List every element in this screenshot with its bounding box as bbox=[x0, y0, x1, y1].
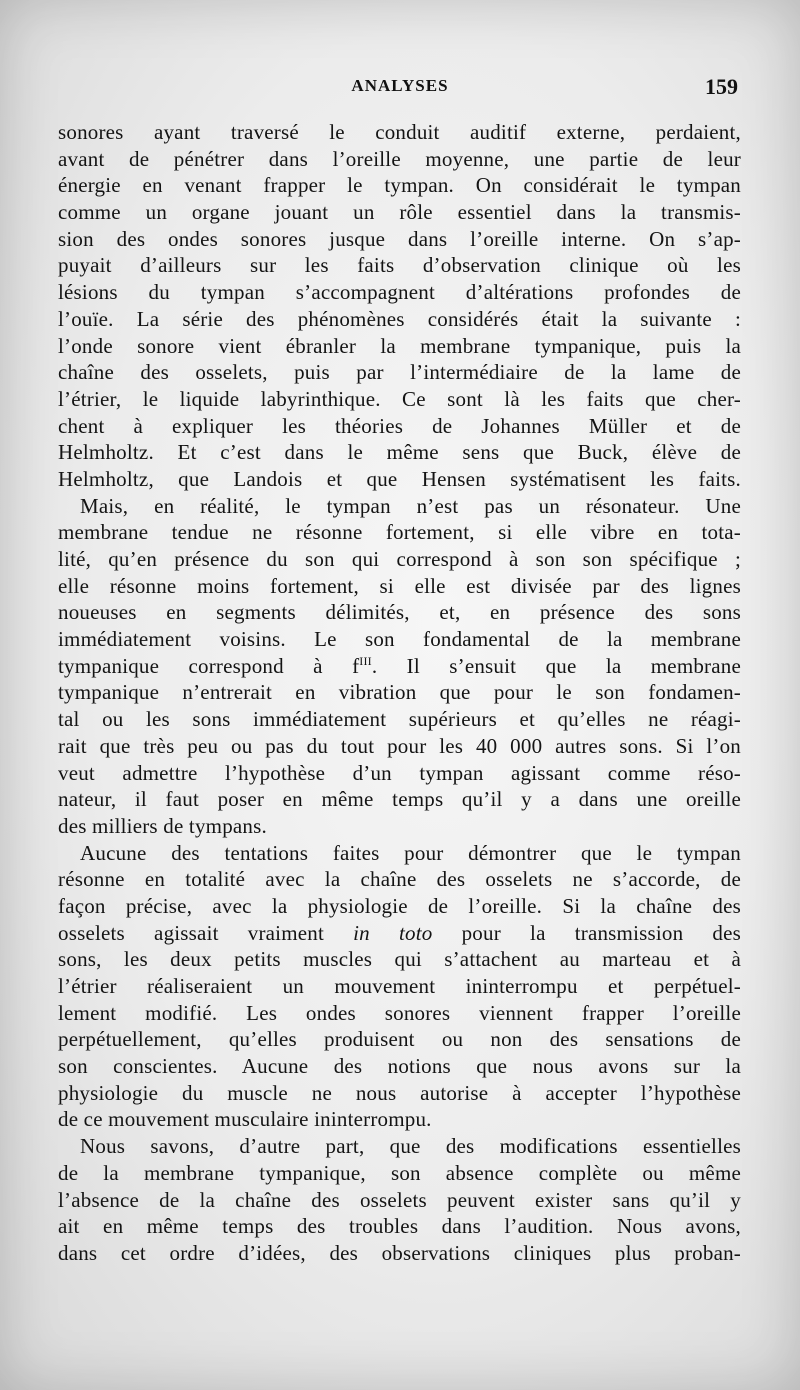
text-line: Mais, en réalité, le tympan n’est pas un résonateur. Une bbox=[80, 493, 741, 518]
text-line: sion des ondes sonores jusque dans l’oreille interne. On s’ap- bbox=[58, 226, 741, 251]
text-line: sonores ayant traversé le conduit auditif externe, perdaient, bbox=[58, 120, 741, 144]
text-line: Nous savons, d’autre part, que des modifications essentielles bbox=[80, 1134, 741, 1159]
page-number: 159 bbox=[705, 74, 738, 99]
text-line: physiologie du muscle ne nous autorise à accepter l’hypothèse bbox=[58, 1080, 741, 1105]
text-line: elle résonne moins fortement, si elle est divisée par des lignes bbox=[58, 573, 741, 598]
text-line: énergie en venant frapper le tympan. On considérait le tympan bbox=[58, 173, 741, 198]
text-line: membrane tendue ne résonne fortement, si elle vibre en tota- bbox=[58, 520, 741, 545]
text-line: son conscientes. Aucune des notions que nous avons sur la bbox=[58, 1054, 741, 1079]
text-line: chaîne des osselets, puis par l’intermédiaire de la lame de bbox=[58, 360, 741, 385]
text-line: Helmholtz. Et c’est dans le même sens que Buck, élève de bbox=[58, 440, 741, 465]
page-header bbox=[0, 74, 800, 104]
text-fragment: . Il s’ensuit que la membrane bbox=[371, 653, 741, 678]
text-line: avant de pénétrer dans l’oreille moyenne, une partie de leur bbox=[58, 146, 741, 171]
body-text bbox=[58, 119, 741, 1267]
paragraph bbox=[58, 1133, 741, 1266]
text-fragment: osselets agissait vraiment bbox=[58, 920, 354, 945]
text-line: de ce mouvement musculaire ininterrompu. bbox=[58, 1107, 432, 1132]
paragraph bbox=[58, 493, 741, 840]
text-line: noueuses en segments délimités, et, en présence des sons bbox=[58, 600, 741, 625]
text-line: lité, qu’en présence du son qui correspond à son son spécifique ; bbox=[58, 547, 741, 571]
text-line: de la membrane tympanique, son absence complète ou même bbox=[58, 1160, 741, 1185]
text-line: tal ou les sons immédiatement supérieurs et qu’elles ne réagi- bbox=[58, 707, 741, 732]
text-fragment: pour la transmission des bbox=[432, 920, 742, 945]
paragraph bbox=[58, 119, 741, 493]
text-line: chent à expliquer les théories de Johannes Müller et de bbox=[58, 413, 741, 438]
text-line: dans cet ordre d’idées, des observations cliniques plus proban- bbox=[58, 1240, 741, 1265]
paragraph bbox=[58, 840, 741, 1134]
superscript: III bbox=[359, 653, 372, 668]
text-fragment: tympanique correspond à f bbox=[58, 653, 360, 678]
italic-phrase: in toto bbox=[353, 920, 433, 945]
text-line: veut admettre l’hypothèse d’un tympan agissant comme réso- bbox=[58, 760, 741, 785]
text-line: l’étrier réaliseraient un mouvement ininterrompu et perpétuel- bbox=[58, 974, 741, 998]
text-line: nateur, il faut poser en même temps qu’il y a dans une oreille bbox=[58, 787, 741, 812]
text-line: des milliers de tympans. bbox=[58, 813, 267, 838]
text-line: l’ouïe. La série des phénomènes considérés était la suivante : bbox=[58, 306, 741, 331]
text-line: Aucune des tentations faites pour démontrer que le tympan bbox=[80, 840, 741, 865]
running-head: ANALYSES bbox=[351, 76, 449, 95]
text-line: lésions du tympan s’accompagnent d’altérations profondes de bbox=[58, 280, 741, 305]
text-line: Helmholtz, que Landois et que Hensen systématisent les faits. bbox=[58, 466, 741, 491]
text-line-with-superscript bbox=[58, 653, 741, 680]
text-line: façon précise, avec la physiologie de l’oreille. Si la chaîne des bbox=[58, 893, 741, 918]
text-line: perpétuellement, qu’elles produisent ou non des sensations de bbox=[58, 1027, 741, 1052]
text-line: rait que très peu ou pas du tout pour les 40 000 autres sons. Si l’on bbox=[58, 733, 741, 758]
text-line: l’absence de la chaîne des osselets peuvent exister sans qu’il y bbox=[58, 1187, 741, 1212]
text-line: comme un organe jouant un rôle essentiel dans la transmis- bbox=[58, 200, 741, 225]
text-line: ait en même temps des troubles dans l’audition. Nous avons, bbox=[58, 1214, 741, 1239]
text-line-with-italic bbox=[58, 920, 741, 947]
text-line: lement modifié. Les ondes sonores viennent frapper l’oreille bbox=[58, 1000, 741, 1025]
text-line: puyait d’ailleurs sur les faits d’observation clinique où les bbox=[58, 253, 741, 278]
text-line: l’étrier, le liquide labyrinthique. Ce sont là les faits que cher- bbox=[58, 386, 741, 411]
text-line: immédiatement voisins. Le son fondamental de la membrane bbox=[58, 627, 741, 652]
text-line: sons, les deux petits muscles qui s’attachent au marteau et à bbox=[58, 947, 741, 972]
text-line: l’onde sonore vient ébranler la membrane tympanique, puis la bbox=[58, 333, 741, 358]
text-line: tympanique n’entrerait en vibration que pour le son fondamen- bbox=[58, 680, 741, 705]
text-line: résonne en totalité avec la chaîne des osselets ne s’accorde, de bbox=[58, 867, 741, 892]
